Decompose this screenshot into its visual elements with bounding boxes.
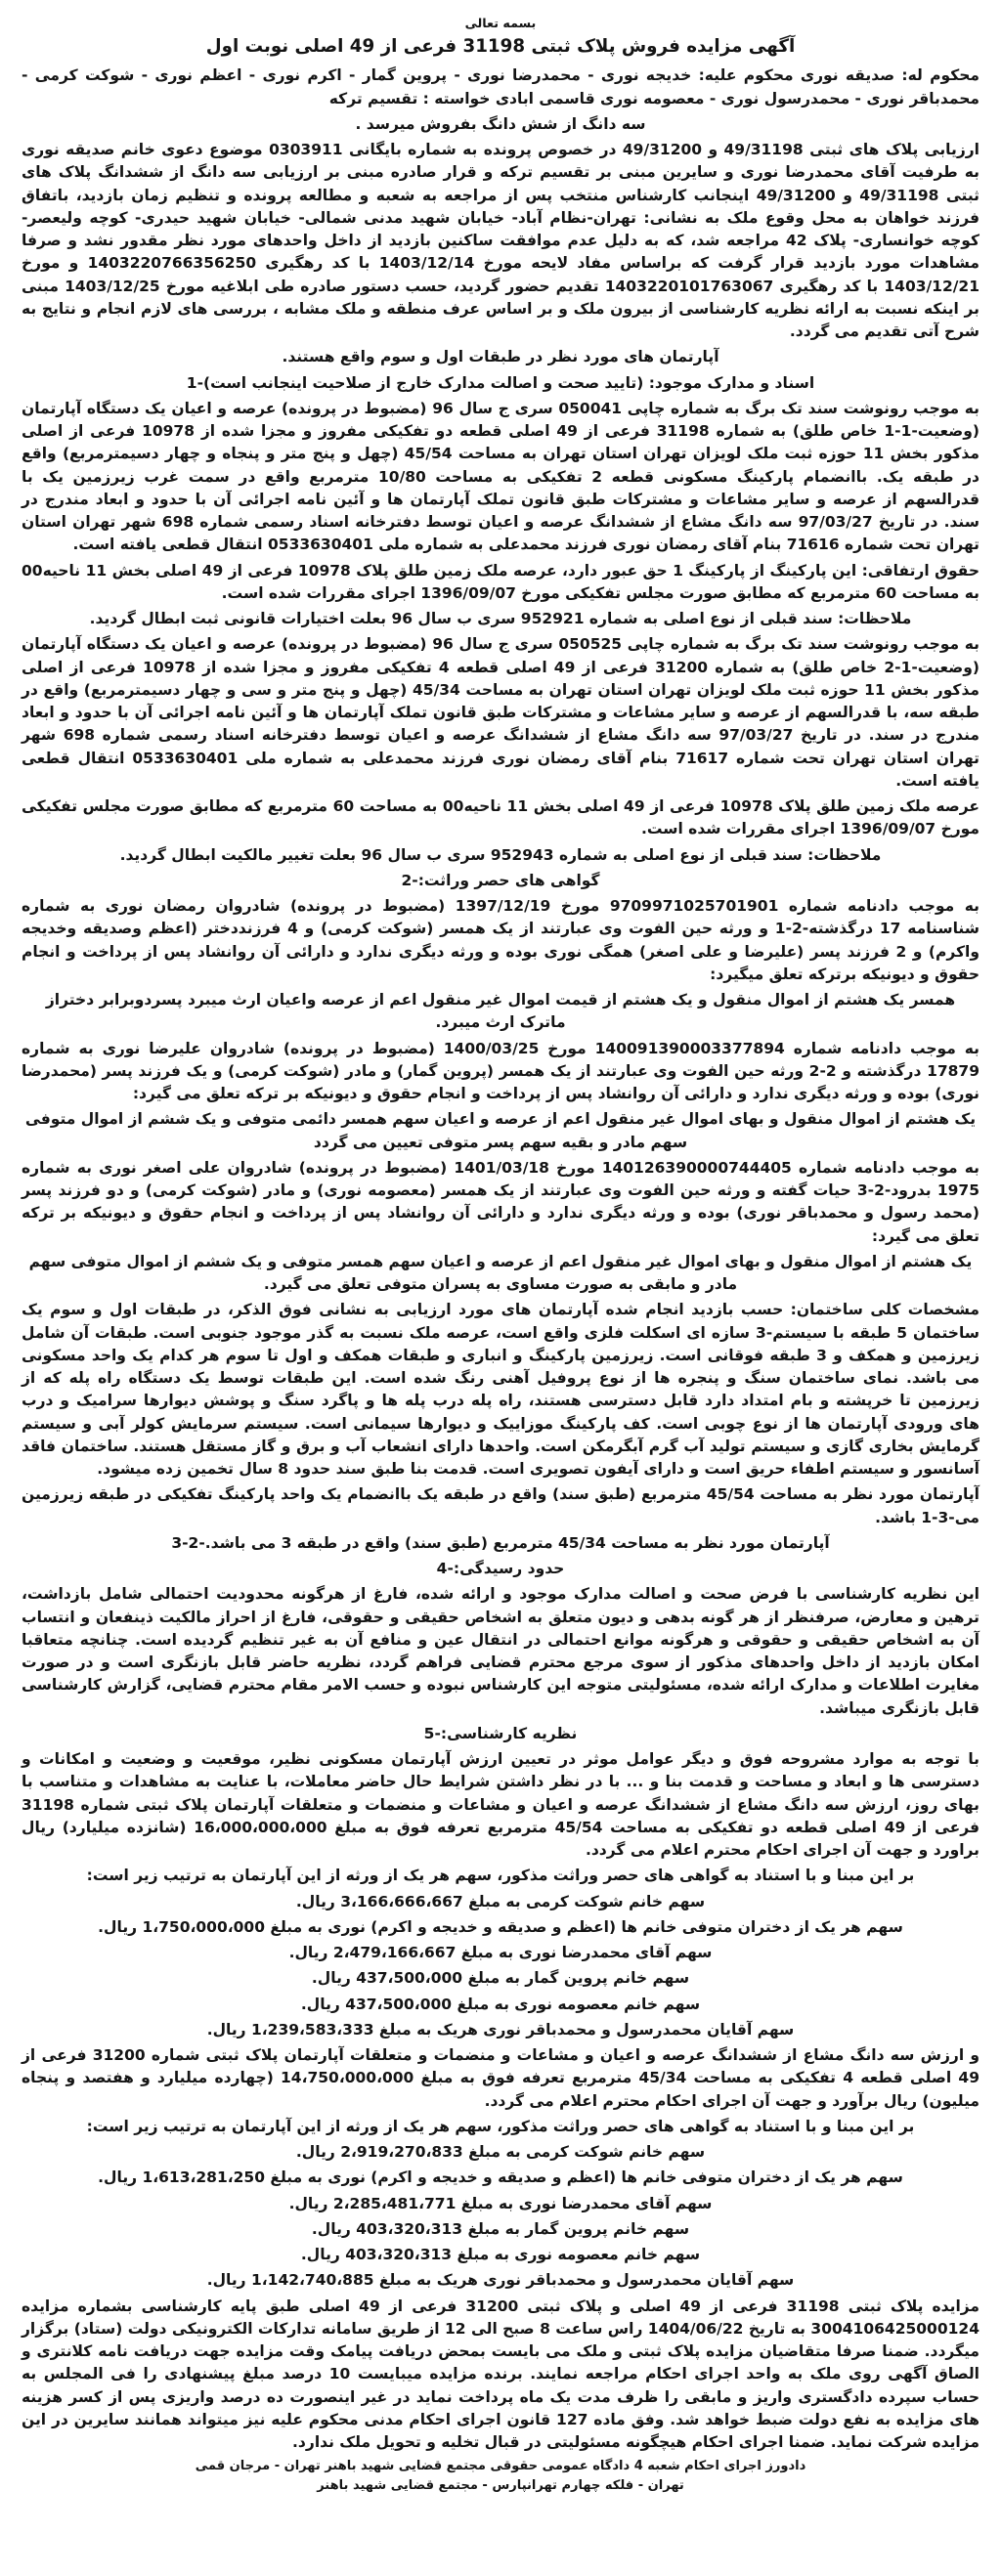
centered-line: همسر یک هشتم از اموال منقول و یک هشتم از قیمت اموال غیر منقول اعم از عرصه واعیان ارث میبرد پسردوبرابر دختراز ماترک ارث میبرد.: [45, 991, 956, 1032]
heir-share-line: سهم آقای محمدرضا نوری به مبلغ 2،479،166،667 ریال.: [288, 1944, 713, 1962]
heir-share-line: سهم هر یک از دختران متوفی خانم ها (اعظم و صدیقه و خدیجه و اکرم) نوری به مبلغ 1،750،000،000 ریال.: [98, 1917, 903, 1936]
body-paragraph: حقوق ارتفاقی: این پارکینگ از پارکینگ 1 حق عبور دارد، عرصه ملک زمین طلق پلاک 10978 فرعی از 49 اصلی بخش 11 ناحیه00 به مساحت 60 مترمربع که مطابق صورت مجلس تفکیکی مورخ 1396/09/07 اجرای مقررات شده است.: [22, 561, 979, 602]
body-paragraph: آپارتمان مورد نظر به مساحت 45/54 مترمربع (طبق سند) واقع در طبقه یک باانضمام یک واحد پارکینگ تفکیکی در طبقه زیرزمین می-3-1 باشد.: [22, 1485, 979, 1526]
section-heading: گواهی های حصر وراثت:-2: [401, 871, 600, 889]
centered-line: ملاحظات: سند قبلی از نوع اصلی به شماره 952921 سری ب سال 96 بعلت اختیارات قانونی ثبت ابطال گردید.: [89, 610, 912, 628]
notice-footer: [22, 2457, 979, 2495]
heir-share-line: سهم خانم شوکت کرمی به مبلغ 3،166،666،667 ریال.: [295, 1892, 706, 1911]
body-paragraph: مزایده پلاک ثبتی 31198 فرعی از 49 اصلی و پلاک ثبتی 31200 فرعی از 49 اصلی طبق پایه کارشناسی بشماره مزایده 3004106425000124 به تاریخ 1404/06/22 راس ساعت 8 صبح الی 12 از طریق سامانه تدارکات الکترونیکی دولت (ستاد) برگزار میگردد. ضمنا صرفا متقاضیان مزایده پلاک ثبتی و ملک می بایست بمحض دریافت پیامک وقت مزایده جهت دریافت نامه کلانتری و الصاق آگهی روی ملک به واحد اجرای احکام مراجعه نمایند. برنده مزایده میبایست 10 درصد مبلغ پیشنهادی را فی المجلس به حساب سپرده دادگستری واریز و مابقی را ظرف مدت یک ماه پرداخت نماید در غیر اینصورت ده درصد واریزی پس از کسر هزینه های مزایده به نفع دولت ضبط خواهد شد. وفق ماده 127 قانون اجرای احکام مدنی محکوم علیه نیز میتواند همانند سایرین در این مزایده شرکت نماید. ضمنا اجرای احکام هیچگونه مسئولیتی در قبال تخلیه و تحویل ملک ندارد.: [22, 2297, 980, 2452]
basmala: بسمه تعالی: [464, 16, 537, 30]
section-heading: نظریه کارشناسی:-5: [423, 1724, 578, 1742]
heir-share-line: سهم خانم پروین گمار به مبلغ 403،320،313 ریال.: [311, 2219, 690, 2238]
body-paragraph: عرصه ملک زمین طلق پلاک 10978 فرعی از 49 اصلی بخش 11 ناحیه00 به مساحت 60 مترمربع که مطابق صورت مجلس تفکیکی مورخ 1396/09/07 اجرای مقررات شده است.: [22, 797, 979, 838]
section-heading: اسناد و مدارک موجود: (تایید صحت و اصالت مدارک خارج از صلاحیت اینجانب است)-1: [186, 373, 815, 392]
heir-share-line: سهم خانم معصومه نوری به مبلغ 403،320،313 ریال.: [300, 2246, 701, 2264]
footer-officer-line: دادورز اجرای احکام شعبه 4 دادگاه عمومی حقوقی مجتمع قضایی شهید باهنر تهران - مرجان قمی: [195, 2459, 806, 2474]
centered-line: بر این مبنا و با استناد به گواهی های حصر وراثت مذکور، سهم هر یک از ورثه از این آپارتمان به ترتیب زیر است:: [86, 2117, 915, 2135]
centered-line: آپارتمان های مورد نظر در طبقات اول و سوم واقع هستند.: [282, 348, 719, 366]
centered-line: یک هشتم از اموال منقول و بهای اموال غیر منقول اعم از عرصه و اعیان سهم همسر متوفی و یک ششم از اموال متوفی سهم مادر و مابقی به صورت مساوی به پسران متوفی تعلق می گیرد.: [28, 1252, 973, 1294]
heir-share-line: سهم آقایان محمدرسول و محمدباقر نوری هریک به مبلغ 1،239،583،333 ریال.: [206, 2020, 795, 2039]
body-paragraph: به موجب رونوشت سند تک برگ به شماره چاپی 050041 سری ج سال 96 (مضبوط در پرونده) عرصه و اعیان یک دستگاه آپارتمان (وضعیت-1-1 خاص طلق) به شماره 31198 فرعی از 49 اصلی قطعه دو تفکیکی مفروز و مجزا شده از 10978 فرعی از اصلی مذکور بخش 11 حوزه ثبت ملک لویزان تهران استان تهران به مساحت 45/54 (چهل و پنج متر و پنجاه و چهار دسیمترمربع) واقع در طبقه یک. باانضمام پارکینگ مسکونی قطعه 2 تفکیکی به مساحت 10/80 مترمربع واقع در سمت غرب زیرزمین یک با قدرالسهم از عرصه و سایر مشاعات و مشترکات طبق قانون تملک آپارتمان ها و آئین نامه اجرائی آن با حدود و ابعاد مندرج در سند. در تاریخ 97/03/27 سه دانگ مشاع از ششدانگ عرصه و اعیان توسط دفترخانه اسناد رسمی شماره 698 شهر تهران استان تهران تحت شماره 71616 بنام آقای رمضان نوری فرزند محمدعلی به شماره ملی 0533630401 انتقال قطعی یافته است.: [22, 399, 980, 554]
section-heading: حدود رسیدگی:-4: [436, 1560, 565, 1578]
centered-line: یک هشتم از اموال منقول و بهای اموال غیر منقول اعم از عرصه و اعیان سهم همسر دائمی متوفی و یک ششم از اموال متوفی سهم مادر و بقیه سهم پسر متوفی تعیین می گردد: [24, 1110, 977, 1151]
notice-body: [22, 139, 979, 2454]
body-paragraph: این نظریه کارشناسی با فرض صحت و اصالت مدارک موجود و ارائه شده، فارغ از هرگونه محدودیت احتمالی شامل بازداشت، ترهین و معارض، صرفنظر از هر گونه بدهی و دیون متعلق به اشخاص حقیقی و حقوقی، فارغ از احراز مالکیت ذینفعان و انتساب آن به اشخاص حقیقی و حقوقی و هرگونه موانع احتمالی در انتقال عین و منافع آن به غیر تنظیم گردیده است. چنانچه متعاقبا امکان بازدید از داخل واحدهای مذکور از سوی مرجع محترم قضایی فراهم گردد، نظریه حاضر قابل بازنگری است و در صورت مغایرت اطلاعات و مدارک ارائه شده، مسئولیتی متوجه این کارشناس نبوده و حسب الامر مقام محترم قضایی، گزارش کارشناسی قابل بازنگری میباشد.: [22, 1585, 979, 1717]
sale-note: سه دانگ از شش دانگ بفروش میرسد .: [355, 114, 646, 133]
heir-share-line: سهم خانم معصومه نوری به مبلغ 437،500،000 ریال.: [300, 1995, 701, 2013]
notice-title: آگهی مزایده فروش پلاک ثبتی 31198 فرعی از 49 اصلی نوبت اول: [205, 36, 796, 58]
centered-line: آپارتمان مورد نظر به مساحت 45/34 مترمربع (طبق سند) واقع در طبقه 3 می باشد.-2-3: [171, 1533, 830, 1552]
body-paragraph: به موجب دادنامه شماره 140091390003377894 مورخ 1400/03/25 (مضبوط در پرونده) شادروان علیرضا نوری به شماره 17879 درگذشته و 2-2 ورثه حین الفوت وی عبارتند از یک همسر (پروین گمار) و مادر (شوکت کرمی) و یک فرزند پسر (محمدرضا نوری) بوده و ورثه دیگری ندارد و دارائی آن روانشاد پس از پرداخت و انجام حقوق و دیونیکه بر ترکه تعلق می گیرد:: [22, 1039, 980, 1103]
heir-share-line: سهم آقای محمدرضا نوری به مبلغ 2،285،481،771 ریال.: [288, 2194, 713, 2212]
body-paragraph: مشخصات کلی ساختمان: حسب بازدید انجام شده آپارتمان های مورد ارزیابی به نشانی فوق الذکر، در طبقات اول و سوم یک ساختمان 5 طبقه با سیستم-3 سازه ای اسکلت فلزی واقع است، عرصه ملک نسبت به گذر موجود جنوبی است. طبقات آن شامل زیرزمین و همکف و 3 طبقه فوقانی است. زیرزمین پارکینگ و انباری و طبقات همکف و اول تا سوم هر کدام یک واحد مسکونی می باشد. نمای ساختمان سنگ و پنجره ها از نوع پروفیل آهنی رنگ شده است. این طبقات توسط یک دستگاه راه پله که از زیرزمین تا خرپشته و بام امتداد دارد قابل دسترسی هستند، راه پله درب پله ها و پاگرد سنگ و پوشش دیوارها سرامیک و درب های ورودی آپارتمان ها از نوع چوبی است. کف پارکینگ موزاییک و دیوارها سیمانی است. سیستم سرمایش کولر آبی و سیستم گرمایش بخاری گازی و سیستم تولید آب گرم آبگرمکن است. واحدها دارای انشعاب آب و برق و گاز مستقل هستند. ساختمان فاقد آسانسور و سیستم اطفاء حریق است و دارای آیفون تصویری است. قدمت بنا طبق سند حدود 8 سال تخمین زده میشود.: [22, 1301, 980, 1479]
body-paragraph: به موجب دادنامه شماره 9709971025701901 مورخ 1397/12/19 (مضبوط در پرونده) شادروان رمضان نوری به شماره شناسنامه 17 درگذشته-2-1 و ورثه حین الفوت وی عبارتند از یک همسر (شوکت کرمی) و 4 فرزنددختر (اعظم وصدیقه وخدیجه واکرم) و 2 فرزند پسر (علیرضا و علی اصغر) همگی نوری بوده و ورثه دیگری ندارد و دارائی آن روانشاد پس از پرداخت و انجام حقوق و دیونیکه برترکه تعلق میگیرد:: [22, 897, 980, 983]
body-paragraph: به موجب رونوشت سند تک برگ به شماره چاپی 050525 سری ج سال 96 (مضبوط در پرونده) عرصه و اعیان یک دستگاه آپارتمان (وضعیت-1-2 خاص طلق) به شماره 31200 فرعی از 49 اصلی قطعه 4 تفکیکی مفروز و مجزا شده از 10978 فرعی از اصلی مذکور بخش 11 حوزه ثبت ملک لویزان تهران استان تهران به مساحت 45/34 (چهل و پنج متر و سی و چهار دسیمترمربع) واقع در طبقه سه، با قدرالسهم از عرصه و سایر مشاعات و مشترکات طبق قانون تملک آپارتمان ها و آئین نامه اجرائی آن با حدود و ابعاد مندرج در سند. در تاریخ 97/03/27 سه دانگ مشاع از ششدانگ عرصه و اعیان توسط دفترخانه اسناد رسمی شماره 698 شهر تهران استان تهران تحت شماره 71617 بنام آقای رمضان نوری فرزند محمدعلی به شماره ملی 0533630401 انتقال قطعی یافته است.: [22, 635, 980, 790]
body-paragraph: با توجه به موارد مشروحه فوق و دیگر عوامل موثر در تعیین ارزش آپارتمان مسکونی نظیر، موقعیت و وضعیت و امکانات و دسترسی ها و ابعاد و مساحت و قدمت بنا و ... با در نظر داشتن شرایط حال حاضر معاملات، با عنایت به مشاهدات و متناسب با بهای روز، ارزش سه دانگ مشاع از ششدانگ عرصه و اعیان و مشاعات و منضمات و متعلقات آپارتمان پلاک ثبتی شماره 31198 فرعی از 49 اصلی قطعه دو تفکیکی به مساحت 45/54 مترمربع تعرفه فوق به مبلغ 16،000،000،000 (شانزده میلیارد) ریال براورد و جهت آن اجرای احکام محترم اعلام می گردد.: [22, 1750, 980, 1860]
heir-share-line: سهم هر یک از دختران متوفی خانم ها (اعظم و صدیقه و خدیجه و اکرم) نوری به مبلغ 1،613،281،250 ریال.: [98, 2168, 903, 2187]
body-paragraph: و ارزش سه دانگ مشاع از ششدانگ عرصه و اعیان و مشاعات و منضمات و متعلقات آپارتمان پلاک ثبتی شماره 31200 فرعی از 49 اصلی قطعه 4 تفکیکی به مساحت 45/34 مترمربع تعرفه فوق به مبلغ 14،750،000،000 (چهارده میلیارد و هفتصد و پنجاه میلیون) ریال برآورد و جهت آن اجرای احکام محترم اعلام می گردد.: [22, 2046, 979, 2110]
centered-line: بر این مبنا و با استناد به گواهی های حصر وراثت مذکور، سهم هر یک از ورثه از این آپارتمان به ترتیب زیر است:: [86, 1867, 915, 1885]
parties-line: محکوم له: صدیقه نوری محکوم علیه: خدیجه نوری - محمدرضا نوری - پروین گمار - اکرم نوری - اعظم نوری - شوکت کرمی - محمدباقر نوری - محمدرسول نوری - معصومه نوری قاسمی ابادی خواسته : تقسیم ترکه: [22, 66, 979, 107]
heir-share-line: سهم خانم پروین گمار به مبلغ 437،500،000 ریال.: [311, 1969, 690, 1988]
body-paragraph: ارزیابی پلاک های ثبتی 49/31198 و 49/31200 در خصوص پرونده به شماره بایگانی 0303911 موضوع دعوی خانم صدیقه نوری به طرفیت آقای محمدرضا نوری و سایرین مبنی بر تقسیم ترکه و قرار صادره مبنی بر ارزیابی سه دانگ از ششدانگ پلاک های ثبتی 49/31198 و 49/31200 اینجانب کارشناس منتخب پس از مراجعه به شعبه و مطالعه پرونده و تنظیم زمان بازدید، باتفاق فرزند خواهان به محل وقوع ملک به نشانی: تهران-نظام آباد- خیابان شهید مدنی شمالی- خیابان شهید حیدری- کوچه ولیعصر-کوچه خوانساری- پلاک 42 مراجعه شد، که به دلیل عدم موافقت ساکنین بازدید از داخل واحدهای مورد نظر مقدور نشد و صرفا مشاهدات مورد بازدید قرار گرفت که براساس مفاد لایحه مورخ 1403/12/14 با کد رهگیری 1403220766356250 و مورخ 1403/12/21 با کد رهگیری 1403220101763067 تقدیم حضور گردید، حسب دستور صادره طی ابلاغیه مورخ 1403/12/25 مبنی بر اینکه نسبت به ارائه نظریه کارشناسی از بیرون ملک و بر اساس عرف منطقه و ملک مشابه ، بررسی های لازم انجام و نتایج به شرح آتی تقدیم می گردد.: [22, 141, 979, 341]
body-paragraph: به موجب دادنامه شماره 140126390000744405 مورخ 1401/03/18 (مضبوط در پرونده) شادروان علی اصغر نوری به شماره 1975 بدرود-2-3 حیات گفته و ورثه حین الفوت وی عبارتند از یک همسر (معصومه نوری) و مادر (شوکت کرمی) و دو فرزند پسر (محمد رسول و محمدباقر نوری) بوده و ورثه دیگری ندارد و دارائی آن روانشاد پس از پرداخت و انجام حقوق و دیونیکه بر ترکه تعلق می گیرد:: [22, 1158, 979, 1245]
heir-share-line: سهم خانم شوکت کرمی به مبلغ 2،919،270،833 ریال.: [295, 2143, 706, 2162]
centered-line: ملاحظات: سند قبلی از نوع اصلی به شماره 952943 سری ب سال 96 بعلت تغییر مالکیت ابطال گردید.: [119, 845, 882, 864]
footer-address-line: تهران - فلکه چهارم تهرانپارس - مجتمع قضایی شهید باهنر: [317, 2478, 684, 2493]
heir-share-line: سهم آقایان محمدرسول و محمدباقر نوری هریک به مبلغ 1،142،740،885 ریال.: [206, 2271, 795, 2290]
